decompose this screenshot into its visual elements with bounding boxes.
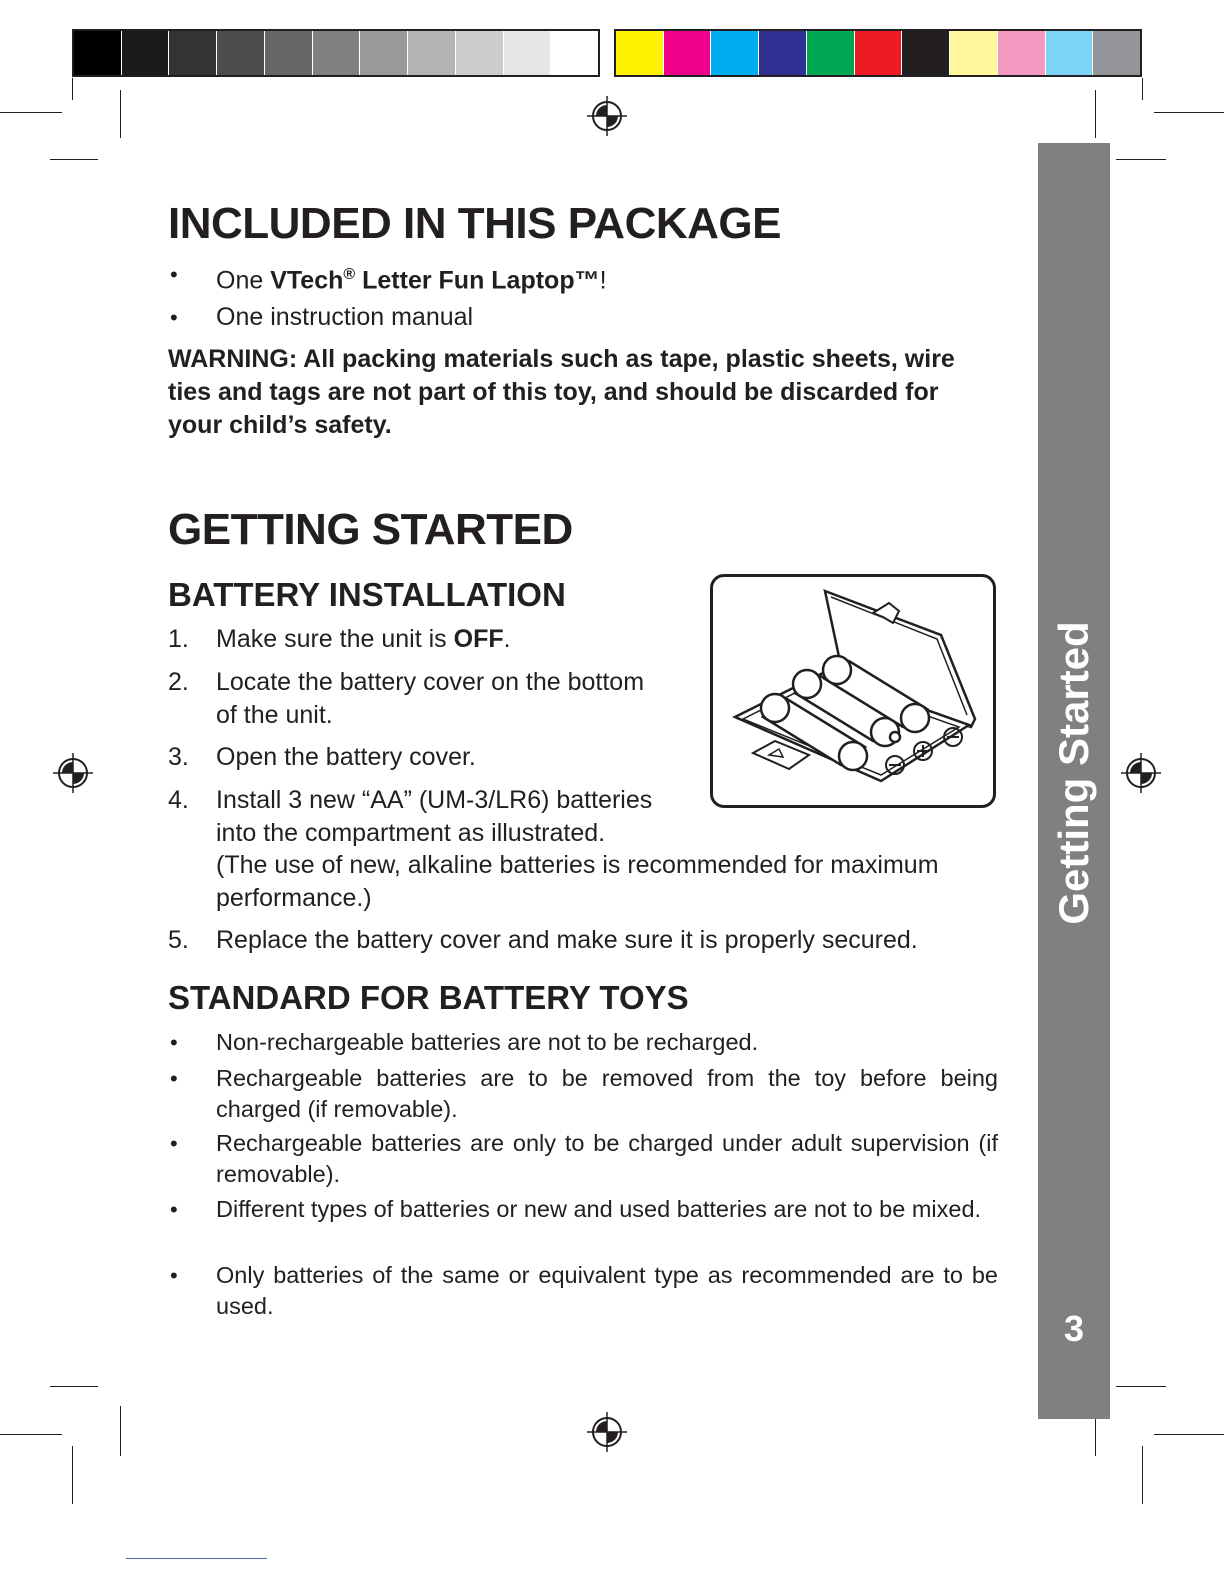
color-swatch [265, 31, 313, 75]
color-swatch [1046, 31, 1094, 75]
standard-item: Different types of batteries or new and used batteries are not to be mixed. [216, 1196, 982, 1222]
step-2-line: Locate the battery cover on the bottom [216, 668, 645, 696]
color-swatch [360, 31, 408, 75]
crop-mark [0, 112, 62, 113]
item-suffix: ! [599, 266, 607, 295]
crop-mark [72, 1446, 73, 1504]
brand-name: VTech [270, 266, 344, 295]
crop-mark [1142, 78, 1143, 100]
decorative-line [126, 1558, 267, 1559]
color-calibration-bar [614, 29, 1142, 77]
color-swatch [313, 31, 361, 75]
step-number: 1. [168, 625, 189, 653]
step-number: 5. [168, 926, 189, 954]
item-prefix: One [216, 266, 271, 295]
bullet: • [170, 1131, 178, 1156]
battery-compartment-illustration [710, 574, 996, 808]
standard-item: Non-rechargeable batteries are not to be recharged. [216, 1029, 759, 1055]
standard-item: Rechargeable batteries are to be removed from the toy before being charged (if removable). [216, 1065, 998, 1122]
crop-mark [1116, 159, 1166, 160]
bullet: • [170, 1066, 178, 1091]
crop-mark [50, 159, 98, 160]
color-swatch [551, 31, 598, 75]
color-swatch [902, 31, 950, 75]
color-swatch [950, 31, 998, 75]
crop-mark [1154, 112, 1224, 113]
registration-target-icon [587, 1412, 627, 1452]
registration-target-icon [587, 96, 627, 136]
standard-item: Only batteries of the same or equivalent type as recommended are to be used. [216, 1262, 998, 1319]
standard-heading: STANDARD FOR BATTERY TOYS [168, 979, 689, 1016]
color-swatch [122, 31, 170, 75]
step-1-off: OFF [453, 625, 504, 653]
crop-mark [0, 1434, 62, 1435]
product-name: Letter Fun Laptop™ [355, 266, 600, 295]
battery-installation-heading: BATTERY INSTALLATION [168, 576, 566, 613]
crop-mark [120, 1406, 121, 1456]
step-1 [216, 623, 511, 656]
step-4-line: performance.) [216, 884, 372, 912]
crop-mark [1142, 1446, 1143, 1504]
battery-compartment-icon [713, 577, 993, 805]
step-number: 3. [168, 743, 189, 771]
color-swatch [504, 31, 552, 75]
registered-mark: ® [343, 266, 356, 283]
bullet: • [170, 1197, 178, 1222]
color-swatch [711, 31, 759, 75]
crop-mark [1095, 90, 1096, 138]
step-4-line: into the compartment as illustrated. [216, 819, 606, 847]
color-swatch [456, 31, 504, 75]
included-title: INCLUDED IN THIS PACKAGE [168, 199, 781, 248]
step-number: 2. [168, 668, 189, 696]
crop-mark [72, 78, 73, 100]
crop-mark [1116, 1386, 1166, 1387]
color-swatch [759, 31, 807, 75]
step-3: Open the battery cover. [216, 743, 476, 771]
step-number: 4. [168, 786, 189, 814]
crop-mark [1154, 1434, 1224, 1435]
color-swatch [408, 31, 456, 75]
step-4-line: (The use of new, alkaline batteries is recommended for maximum [216, 851, 939, 879]
included-item-laptop [216, 258, 607, 297]
bullet: • [170, 1030, 178, 1055]
registration-target-icon [1121, 753, 1161, 793]
color-swatch [664, 31, 712, 75]
step-4-line: Install 3 new “AA” (UM-3/LR6) batteries [216, 786, 653, 814]
getting-started-title: GETTING STARTED [168, 505, 573, 554]
grayscale-calibration-bar [72, 29, 600, 77]
color-swatch [1093, 31, 1140, 75]
bullet: • [170, 262, 178, 287]
step-1-text: Make sure the unit is [216, 625, 454, 653]
color-swatch [616, 31, 664, 75]
step-5: Replace the battery cover and make sure it is properly secured. [216, 926, 918, 954]
color-swatch [169, 31, 217, 75]
warning-line: WARNING: All packing materials such as tape, plastic sheets, wire [168, 345, 955, 373]
crop-mark [120, 90, 121, 138]
color-swatch [998, 31, 1046, 75]
bullet: • [170, 1263, 178, 1288]
standard-item: Rechargeable batteries are only to be charged under adult supervision (if removable). [216, 1130, 998, 1187]
crop-mark [50, 1386, 98, 1387]
step-2-line: of the unit. [216, 701, 333, 729]
included-item-manual: One instruction manual [216, 303, 474, 331]
warning-line: ties and tags are not part of this toy, and should be discarded for [168, 378, 939, 406]
page-number: 3 [1063, 1308, 1085, 1349]
color-swatch [855, 31, 903, 75]
step-1-end: . [503, 625, 511, 653]
color-swatch [217, 31, 265, 75]
warning-line: your child’s safety. [168, 411, 392, 439]
color-swatch [807, 31, 855, 75]
bullet: • [170, 305, 178, 330]
registration-target-icon [53, 753, 93, 793]
color-swatch [74, 31, 122, 75]
side-tab-label: Getting Started [1050, 621, 1097, 925]
